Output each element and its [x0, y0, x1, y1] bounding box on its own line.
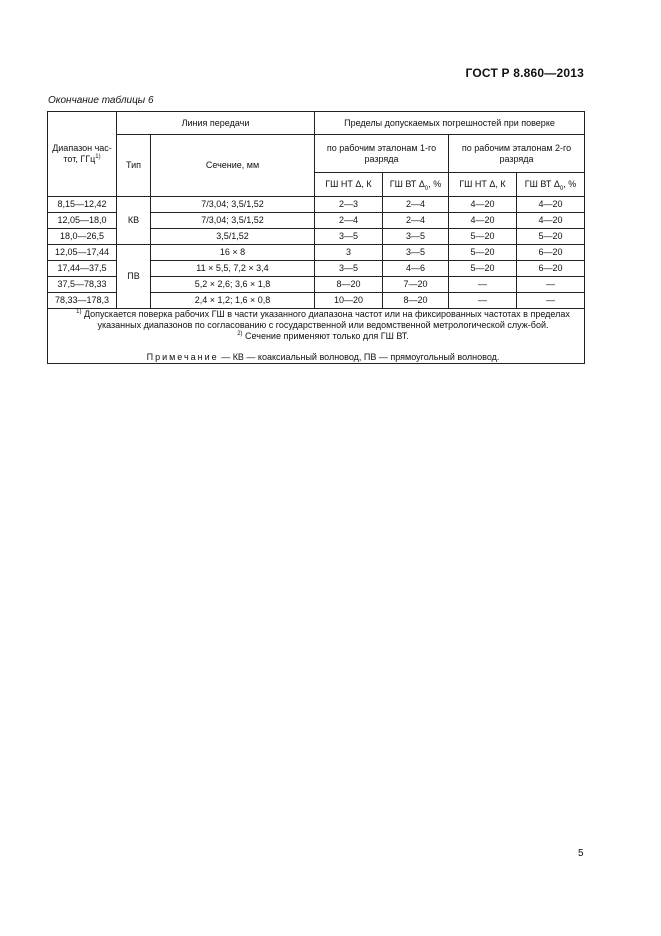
cell-vt1: 2—4: [383, 213, 449, 229]
cell-nt2: 4—20: [449, 197, 517, 213]
verification-table: [47, 111, 585, 364]
cell-vt2: 6—20: [517, 245, 585, 261]
cell-nt2: 5—20: [449, 245, 517, 261]
cell-section: 11 × 5,5, 7,2 × 3,4: [151, 261, 315, 277]
footnote-2-text: Сечение применяют только для ГШ ВТ.: [242, 331, 409, 341]
header-gsh-vt-2-unit: , %: [563, 179, 577, 189]
cell-vt2: —: [517, 293, 585, 309]
header-gsh-vt-2-text: ГШ ВТ Δ: [524, 179, 560, 189]
header-gsh-nt-2: ГШ НТ Δ, К: [449, 173, 517, 197]
header-gsh-vt-2: [517, 173, 585, 197]
cell-section: 2,4 × 1,2; 1,6 × 0,8: [151, 293, 315, 309]
cell-section: 7/3,04; 3,5/1,52: [151, 213, 315, 229]
cell-vt1: 4—6: [383, 261, 449, 277]
table-caption: Окончание таблицы 6: [48, 95, 154, 106]
cell-nt1: 3—5: [315, 229, 383, 245]
cell-type-pv: ПВ: [117, 245, 151, 309]
cell-nt2: —: [449, 277, 517, 293]
table-notes: [48, 309, 585, 364]
cell-nt2: —: [449, 293, 517, 309]
cell-range: 17,44—37,5: [48, 261, 117, 277]
table-remark: [50, 352, 582, 363]
cell-vt1: 2—4: [383, 197, 449, 213]
header-gsh-nt-1: ГШ НТ Δ, К: [315, 173, 383, 197]
cell-type-kv: КВ: [117, 197, 151, 245]
cell-range: 12,05—17,44: [48, 245, 117, 261]
header-range-text: Диапазон час-тот, ГГц: [52, 143, 112, 164]
header-gsh-vt-1-text: ГШ ВТ Δ: [389, 179, 425, 189]
cell-vt1: 3—5: [383, 245, 449, 261]
cell-vt1: 7—20: [383, 277, 449, 293]
header-etalons-2: по рабочим эталонам 2-го разряда: [449, 135, 585, 173]
cell-section: 16 × 8: [151, 245, 315, 261]
footnote-1-marker: 1): [76, 309, 82, 315]
cell-range: 37,5—78,33: [48, 277, 117, 293]
footnote-1-text: Допускается поверка рабочих ГШ в части указанного диапазона частот или на фиксированных частотах в пределах указанных диапазонов по согласованию с государственной или ведомственной метрологической служ-бой.: [81, 309, 570, 330]
header-range: [48, 112, 117, 197]
cell-vt1: 3—5: [383, 229, 449, 245]
cell-range: 8,15—12,42: [48, 197, 117, 213]
remark-label: Примечание: [146, 352, 219, 362]
cell-nt1: 3: [315, 245, 383, 261]
cell-nt1: 2—4: [315, 213, 383, 229]
cell-vt2: 6—20: [517, 261, 585, 277]
standard-number: ГОСТ Р 8.860—2013: [465, 66, 584, 80]
header-section: Сечение, мм: [151, 135, 315, 197]
cell-section: 5,2 × 2,6; 3,6 × 1,8: [151, 277, 315, 293]
cell-vt2: 4—20: [517, 197, 585, 213]
page-number: 5: [578, 848, 584, 859]
header-type: Тип: [117, 135, 151, 197]
cell-nt2: 5—20: [449, 261, 517, 277]
footnote-2: [50, 331, 582, 342]
header-etalons-1: по рабочим эталонам 1-го разряда: [315, 135, 449, 173]
header-limits-group: Пределы допускаемых погрешностей при поверке: [315, 112, 585, 135]
table-row: [48, 245, 585, 261]
cell-section: 3,5/1,52: [151, 229, 315, 245]
cell-vt2: 4—20: [517, 213, 585, 229]
cell-nt1: 3—5: [315, 261, 383, 277]
footnote-2-marker: 2): [237, 331, 243, 337]
footnote-1: [50, 309, 582, 331]
cell-nt2: 4—20: [449, 213, 517, 229]
header-line-group: Линия передачи: [117, 112, 315, 135]
cell-vt1: 8—20: [383, 293, 449, 309]
remark-text: — КВ — коаксиальный волновод, ПВ — прямоугольный волновод.: [218, 352, 500, 362]
cell-vt2: 5—20: [517, 229, 585, 245]
cell-section: 7/3,04; 3,5/1,52: [151, 197, 315, 213]
header-gsh-vt-1-sub: 0: [424, 185, 429, 192]
header-gsh-vt-1: [383, 173, 449, 197]
header-gsh-vt-2-sub: 0: [559, 185, 564, 192]
header-gsh-vt-1-unit: , %: [428, 179, 442, 189]
cell-range: 78,33—178,3: [48, 293, 117, 309]
cell-range: 18,0—26,5: [48, 229, 117, 245]
cell-nt2: 5—20: [449, 229, 517, 245]
cell-range: 12,05—18,0: [48, 213, 117, 229]
header-range-sup: 1): [95, 154, 101, 160]
cell-nt1: 10—20: [315, 293, 383, 309]
cell-vt2: —: [517, 277, 585, 293]
table-row: [48, 197, 585, 213]
cell-nt1: 8—20: [315, 277, 383, 293]
cell-nt1: 2—3: [315, 197, 383, 213]
